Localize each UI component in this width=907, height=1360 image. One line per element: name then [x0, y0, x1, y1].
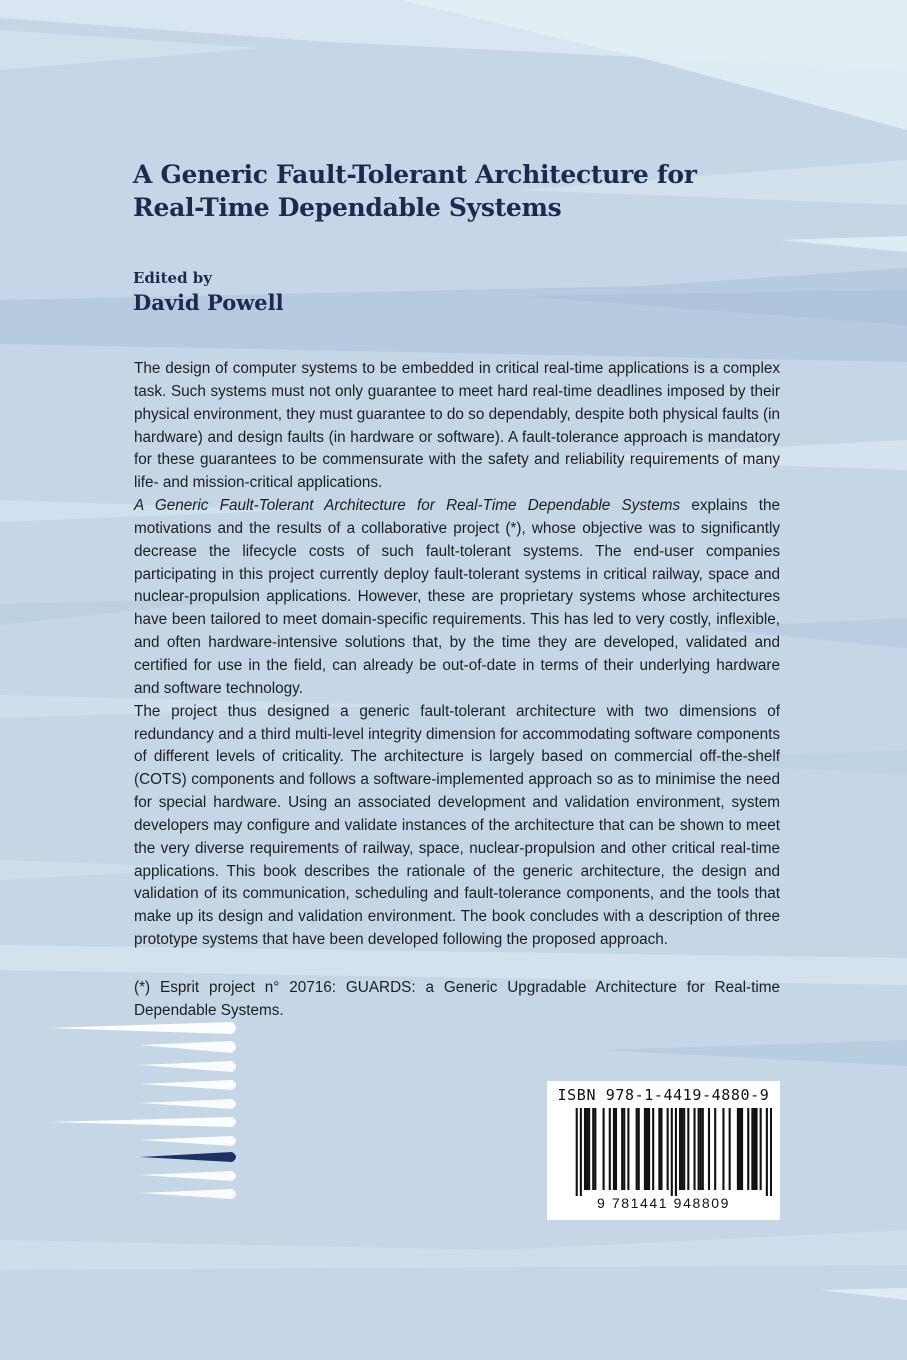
- barcode-bar: [687, 1108, 689, 1190]
- barcode-bar: [644, 1108, 646, 1190]
- barcode-bar: [766, 1108, 768, 1196]
- barcode-bar: [623, 1108, 625, 1190]
- description-paragraph-3: The project thus designed a generic fault-tolerant architecture with two dimensions of redundancy and a third multi-level integrity dimension for accommodating software components of different levels of criticality. The architecture is largely based on commercial off-the-shelf (COTS) components and follows a software-implemented approach so as to minimise the need for special hardware. Using an associated development and validation environment, system developers may configure and validate instances of the architecture that can be shown to meet the very diverse requirements of railway, space, nuclear-propulsion and other critical real-time applications. This book describes the rationale of the generic architecture, the design and validation of its communication, scheduling and fault-tolerance components, and the tools that make up its design and validation environment. The book concludes with a description of three prototype systems that have been developed following the proposed approach.: [134, 702, 780, 949]
- barcode-bar: [737, 1108, 739, 1190]
- barcode-bar: [671, 1108, 673, 1196]
- barcode-bar: [753, 1108, 755, 1190]
- barcode-bar: [702, 1108, 704, 1190]
- barcode-bar: [751, 1108, 753, 1190]
- barcode-bar: [636, 1108, 638, 1190]
- description-paragraph-1: The design of computer systems to be embedded in critical real-time applications is a complex task. Such systems must not only guarantee to meet hard real-time deadlines imposed by their physical environment, they must guarantee to do so dependably, despite both physical faults (in hardware) and design faults (in hardware or software). A fault-tolerance approach is mandatory for these guarantees to be commensurate with the safety and reliability requirements of many life- and mission-critical applications.: [134, 360, 780, 492]
- barcode-bar: [621, 1108, 623, 1190]
- barcode-bar: [760, 1108, 762, 1190]
- book-title: [133, 158, 853, 224]
- barcode-bar: [741, 1108, 743, 1190]
- barcode-bar: [627, 1108, 629, 1190]
- barcode-bar: [770, 1108, 772, 1196]
- description-book-title-italic: A Generic Fault-Tolerant Architecture for Real-Time Dependable Systems: [134, 497, 681, 515]
- description-paragraph-2: [134, 495, 780, 701]
- barcode-bar: [658, 1108, 660, 1190]
- isbn-barcode: [547, 1081, 780, 1220]
- barcode-bar: [660, 1108, 662, 1190]
- barcode-bar: [693, 1108, 695, 1190]
- barcode-bar: [714, 1108, 716, 1190]
- barcode-bar: [739, 1108, 741, 1190]
- barcode-bar: [609, 1108, 611, 1190]
- barcode-bar: [646, 1108, 648, 1190]
- barcode-bar: [592, 1108, 594, 1190]
- barcode-bar: [652, 1108, 654, 1190]
- barcode-bar: [615, 1108, 617, 1190]
- barcode-bars: [555, 1108, 772, 1196]
- edited-by-label: Edited by: [133, 269, 213, 287]
- barcode-bar: [613, 1108, 615, 1190]
- barcode-bar: [588, 1108, 590, 1190]
- barcode-bar: [683, 1108, 685, 1190]
- book-title-line-2: Real-Time Dependable Systems: [133, 193, 562, 222]
- barcode-bar: [603, 1108, 605, 1190]
- barcode-bar: [755, 1108, 757, 1190]
- description-paragraph-2-text: explains the motivations and the results of a collaborative project (*), whose objective was to significantly decrease the lifecycle costs of such fault-tolerant systems. The end-user companies participating in this project currently deploy fault-tolerant systems in critical railway, space and nuclear-propulsion applications. However, these are proprietary systems whose architectures have been tailored to meet domain-specific requirements. This has led to very costly, inflexible, and often hardware-intensive solutions that, by the time they are developed, validated and certified for use in the field, can already be out-of-date in terms of their underlying hardware and software technology.: [134, 497, 781, 697]
- barcode-bar: [586, 1108, 588, 1190]
- editor-name: David Powell: [133, 290, 284, 315]
- barcode-bar: [722, 1108, 724, 1190]
- book-description: [134, 358, 780, 952]
- barcode-bar: [729, 1108, 731, 1190]
- barcode-bar: [698, 1108, 700, 1190]
- barcode-bar: [700, 1108, 702, 1190]
- barcode-bar: [675, 1108, 677, 1196]
- barcode-bar: [580, 1108, 582, 1196]
- barcode-bar: [584, 1108, 586, 1190]
- barcode-bar: [747, 1108, 749, 1190]
- book-title-line-1: A Generic Fault-Tolerant Architecture for: [133, 160, 697, 189]
- barcode-bar: [708, 1108, 710, 1190]
- barcode-bar: [679, 1108, 681, 1190]
- barcode-digits: 9 781441 948809: [597, 1195, 730, 1211]
- barcode-bar: [681, 1108, 683, 1190]
- barcode-bar: [638, 1108, 640, 1190]
- barcode-bar: [648, 1108, 650, 1190]
- barcode-bar: [667, 1108, 669, 1190]
- isbn-label: ISBN 978-1-4419-4880-9: [557, 1086, 770, 1104]
- barcode-bar: [594, 1108, 596, 1190]
- barcode-bar: [576, 1108, 578, 1196]
- project-footnote: (*) Esprit project n° 20716: GUARDS: a Generic Upgradable Architecture for Real-time Dependable Systems.: [134, 979, 780, 1019]
